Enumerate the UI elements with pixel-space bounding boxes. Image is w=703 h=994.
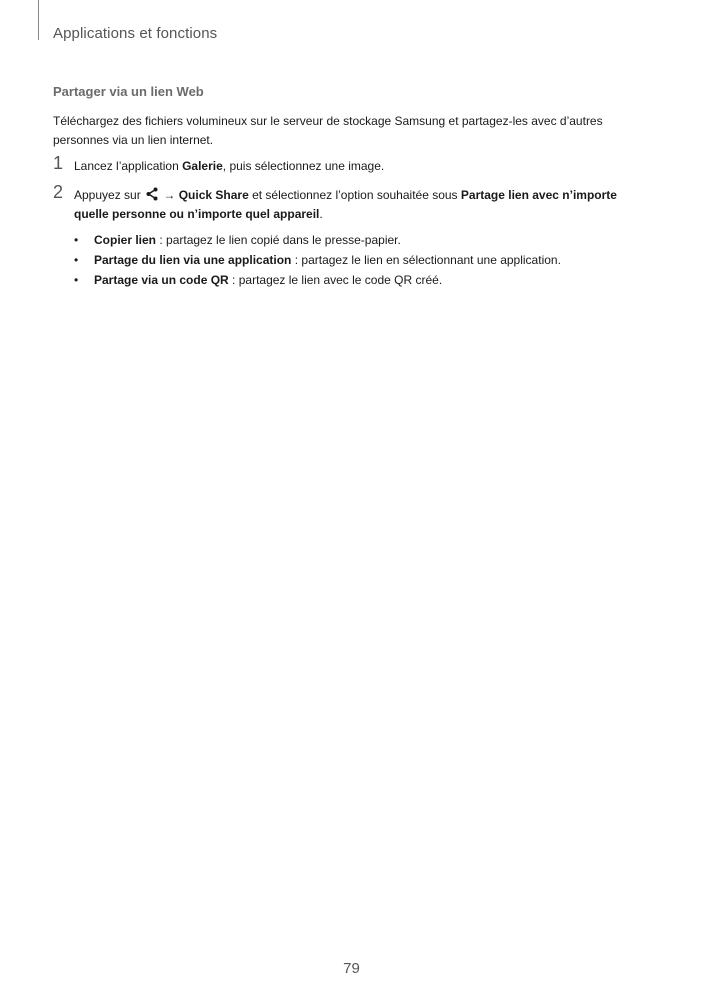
step-bold-term: Partage lien avec n’importe quelle personne ou n’importe quel appareil xyxy=(74,188,617,221)
step-bold-term: Galerie xyxy=(182,159,223,173)
option-description: : partagez le lien avec le code QR créé. xyxy=(228,273,443,287)
list-item xyxy=(74,270,634,290)
section-title: Partager via un lien Web xyxy=(53,84,204,99)
list-item xyxy=(74,230,634,250)
list-item xyxy=(74,250,634,270)
step-text xyxy=(74,157,634,176)
share-icon xyxy=(145,187,159,201)
option-description: : partagez le lien copié dans le presse-papier. xyxy=(156,233,401,247)
running-head: Applications et fonctions xyxy=(53,25,218,42)
options-list xyxy=(74,230,634,290)
step-text-part: . xyxy=(319,207,323,221)
step-text-part: et sélectionnez l’option souhaitée sous xyxy=(248,188,461,202)
bullet-icon: • xyxy=(74,253,79,267)
bullet-icon: • xyxy=(74,273,79,287)
step-text xyxy=(74,186,634,224)
arrow-glyph: → xyxy=(160,188,179,202)
option-label: Partage du lien via une application xyxy=(94,253,292,267)
step-text-part: Appuyez sur xyxy=(74,188,145,202)
top-margin-rule xyxy=(38,0,39,40)
option-label: Partage via un code QR xyxy=(94,273,229,287)
option-description: : partagez le lien en sélectionnant une application. xyxy=(291,253,561,267)
page-number: 79 xyxy=(343,960,360,977)
intro-paragraph: Téléchargez des fichiers volumineux sur le serveur de stockage Samsung et partagez-les avec d’autres personnes via un lien internet. xyxy=(53,114,603,147)
step-text-part: , puis sélectionnez une image. xyxy=(222,159,385,173)
option-label: Copier lien xyxy=(94,233,157,247)
step-text-part: Lancez l’application xyxy=(74,159,183,173)
step-bold-term: Quick Share xyxy=(178,188,249,202)
step-number: 1 xyxy=(53,153,64,173)
bullet-icon: • xyxy=(74,233,79,247)
step-number: 2 xyxy=(53,182,64,202)
